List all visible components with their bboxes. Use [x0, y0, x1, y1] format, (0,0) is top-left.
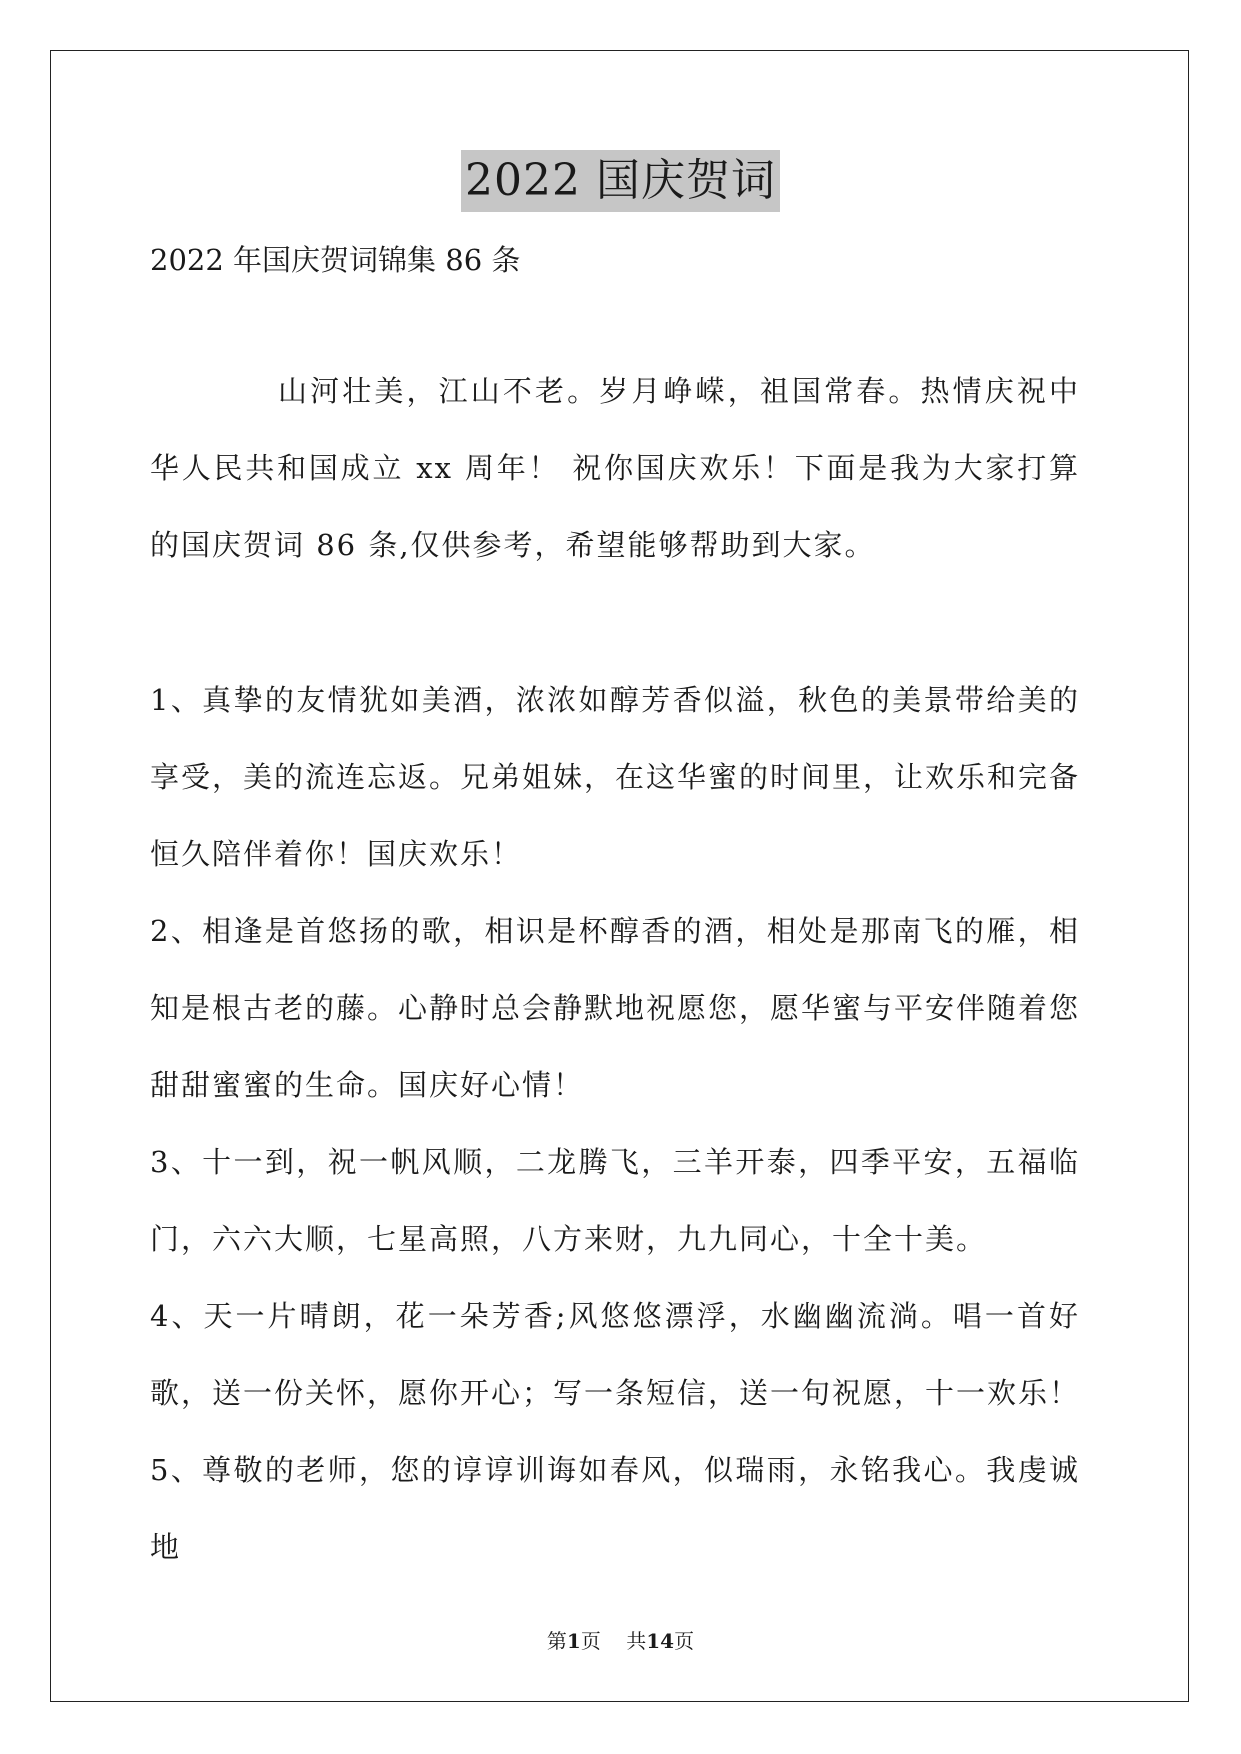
- document-subtitle: 2022 年国庆贺词锦集 86 条: [150, 243, 521, 277]
- greetings-list: [150, 662, 1080, 1586]
- footer-total-suffix: 页: [674, 1629, 695, 1653]
- total-pages-number: 14: [646, 1629, 675, 1653]
- page-footer: [0, 1627, 1241, 1655]
- intro-paragraph: 山河壮美，江山不老。岁月峥嵘，祖国常春。热情庆祝中华人民共和国成立 xx 周年！ 祝你国庆欢乐！下面是我为大家打算的国庆贺词 86 条,仅供参考，希望能够帮助到大家。: [150, 374, 1080, 562]
- footer-total-prefix: 共: [626, 1629, 647, 1653]
- title-container: [0, 150, 1241, 212]
- list-item: 4、天一片晴朗，花一朵芳香;风悠悠漂浮，水幽幽流淌。唱一首好歌，送一份关怀，愿你开心；写一条短信，送一句祝愿，十一欢乐！: [150, 1299, 1081, 1410]
- footer-page-suffix: 页: [580, 1629, 601, 1653]
- list-item: 3、十一到，祝一帆风顺，二龙腾飞，三羊开泰，四季平安，五福临门，六六大顺，七星高照，八方来财，九九同心，十全十美。: [150, 1145, 1080, 1256]
- document-title: 2022 国庆贺词: [461, 150, 780, 212]
- list-item: 1、真挚的友情犹如美酒，浓浓如醇芳香似溢，秋色的美景带给美的享受，美的流连忘返。兄弟姐妹，在这华蜜的时间里，让欢乐和完备恒久陪伴着你！国庆欢乐！: [150, 683, 1081, 871]
- list-item: 2、相逢是首悠扬的歌，相识是杯醇香的酒，相处是那南飞的雁，相知是根古老的藤。心静时总会静默地祝愿您，愿华蜜与平安伴随着您甜甜蜜蜜的生命。国庆好心情！: [150, 914, 1081, 1102]
- footer-prefix: 第: [546, 1629, 567, 1653]
- current-page-number: 1: [566, 1629, 581, 1653]
- list-item: 5、尊敬的老师，您的谆谆训诲如春风，似瑞雨，永铭我心。我虔诚地: [150, 1453, 1080, 1564]
